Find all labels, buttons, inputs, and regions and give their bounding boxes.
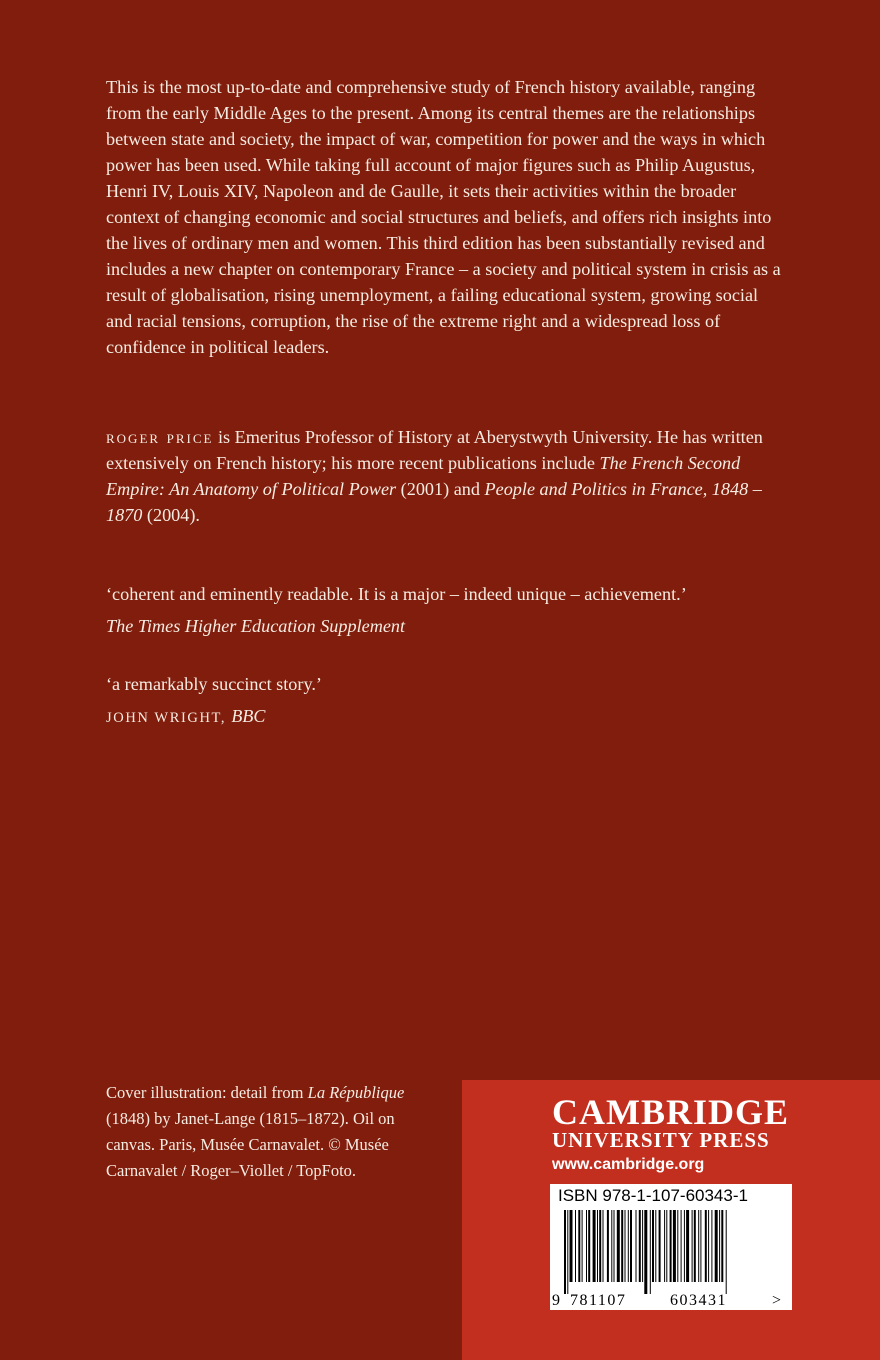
barcode-bar bbox=[684, 1210, 685, 1282]
review-2-source bbox=[106, 700, 806, 734]
barcode-digits-right: 603431 bbox=[670, 1292, 727, 1309]
barcode-bars bbox=[564, 1210, 778, 1294]
publisher-panel bbox=[462, 1080, 880, 1360]
barcode-bar bbox=[588, 1210, 590, 1282]
author-book-1: The French Second Empire: An Anatomy of Political Power bbox=[106, 453, 741, 499]
review-1-source: The Times Higher Education Supplement bbox=[106, 616, 406, 636]
barcode-bar bbox=[564, 1210, 566, 1294]
barcode-bar bbox=[611, 1210, 612, 1282]
barcode-bar bbox=[582, 1210, 583, 1282]
barcode-bar bbox=[719, 1210, 720, 1282]
barcode-bar bbox=[705, 1210, 707, 1282]
barcode-bar bbox=[644, 1210, 647, 1294]
review-1 bbox=[106, 578, 806, 642]
barcode-bar bbox=[686, 1210, 689, 1282]
barcode-digit-first: 9 bbox=[552, 1292, 560, 1309]
barcode-bar bbox=[607, 1210, 609, 1282]
barcode-bar bbox=[621, 1210, 623, 1282]
barcode-bar bbox=[593, 1210, 596, 1282]
barcode-bar bbox=[677, 1210, 678, 1282]
barcode-bar bbox=[586, 1210, 587, 1282]
review-2 bbox=[106, 668, 806, 734]
publisher-website: www.cambridge.org bbox=[552, 1156, 705, 1173]
barcode-bar bbox=[700, 1210, 701, 1282]
barcode-bar bbox=[650, 1210, 651, 1294]
review-1-quote: ‘coherent and eminently readable. It is a major – indeed unique – achievement.’ bbox=[106, 584, 687, 604]
cover-credit bbox=[106, 1080, 436, 1184]
barcode-bar bbox=[599, 1210, 601, 1282]
cover-credit-rest: (1848) by Janet-Lange (1815–1872). Oil on canvas. Paris, Musée Carnavalet. © Musée Carnavalet / Roger–Viollet / TopFoto. bbox=[106, 1109, 395, 1180]
barcode-bar bbox=[567, 1210, 568, 1294]
barcode-bar bbox=[670, 1210, 672, 1282]
isbn-label: ISBN 978-1-107-60343-1 bbox=[558, 1186, 748, 1205]
barcode-bar bbox=[655, 1210, 656, 1282]
barcode-bar bbox=[625, 1210, 626, 1282]
barcode-bar bbox=[715, 1210, 718, 1282]
barcode-bar bbox=[597, 1210, 598, 1282]
author-bio-text-1: is Emeritus Professor of History at Aberystwyth University. He has written extensively on French history; his more recent publications include bbox=[106, 427, 763, 473]
book-description: This is the most up-to-date and comprehensive study of French history available, ranging from the early Middle Ages to the present. Among its central themes are the relationships between state and society, the impact of war, competition for power and the ways in which power has been used. While taking full account of major figures such as Philip Augustus, Henri IV, Louis XIV, Napoleon and de Gaulle, it sets their activities within the broader context of changing economic and social structures and beliefs, and offers rich insights into the lives of ordinary men and women. This third edition has been substantially revised and includes a new chapter on contemporary France – a society and political system in crisis as a result of globalisation, rising unemployment, a failing educational system, growing social and racial tensions, corruption, the rise of the extreme right and a widespread loss of confidence in political leaders. bbox=[106, 77, 781, 357]
cover-credit-title: La République bbox=[307, 1083, 405, 1102]
author-bio bbox=[106, 424, 786, 528]
barcode-bar bbox=[628, 1210, 629, 1282]
author-name: roger price bbox=[106, 427, 214, 447]
barcode-bar bbox=[673, 1210, 676, 1282]
barcode-bar bbox=[659, 1210, 661, 1282]
barcode-bar bbox=[698, 1210, 699, 1282]
barcode-bar bbox=[666, 1210, 667, 1282]
publisher-subtitle: UNIVERSITY PRESS bbox=[552, 1128, 770, 1152]
barcode-bar bbox=[578, 1210, 580, 1282]
review-2-source-name: JOHN WRIGHT, bbox=[106, 710, 227, 726]
author-bio-text-2: (2001) and bbox=[396, 479, 485, 499]
barcode-bar bbox=[664, 1210, 665, 1282]
barcode-bar bbox=[603, 1210, 604, 1282]
publisher-name: CAMBRIDGE bbox=[552, 1092, 790, 1132]
barcode-bar bbox=[636, 1210, 637, 1282]
barcode-bar bbox=[694, 1210, 696, 1282]
isbn-barcode bbox=[550, 1184, 792, 1310]
author-book-2: People and Politics in France, 1848 –1870 bbox=[106, 479, 762, 525]
barcode-bar bbox=[681, 1210, 682, 1282]
barcode-bar bbox=[726, 1210, 727, 1294]
barcode-bar bbox=[630, 1210, 632, 1282]
barcode-bar bbox=[721, 1210, 723, 1282]
barcode-bar bbox=[708, 1210, 709, 1282]
barcode-bar bbox=[692, 1210, 693, 1282]
barcode-bar bbox=[617, 1210, 620, 1282]
barcode-bar bbox=[570, 1210, 573, 1282]
barcode-bar bbox=[652, 1210, 654, 1282]
barcode-bar bbox=[614, 1210, 615, 1282]
review-2-source-org: BBC bbox=[231, 706, 266, 726]
author-bio-text-3: (2004). bbox=[142, 505, 200, 525]
review-2-quote: ‘a remarkably succinct story.’ bbox=[106, 674, 322, 694]
barcode-bar bbox=[575, 1210, 576, 1282]
barcode-bar bbox=[642, 1210, 643, 1282]
barcode-digits-left: 781107 bbox=[570, 1292, 627, 1309]
barcode-bar bbox=[711, 1210, 712, 1282]
barcode-bar bbox=[639, 1210, 641, 1282]
barcode-arrow: > bbox=[772, 1292, 782, 1309]
cover-credit-prefix: Cover illustration: detail from bbox=[106, 1083, 308, 1102]
